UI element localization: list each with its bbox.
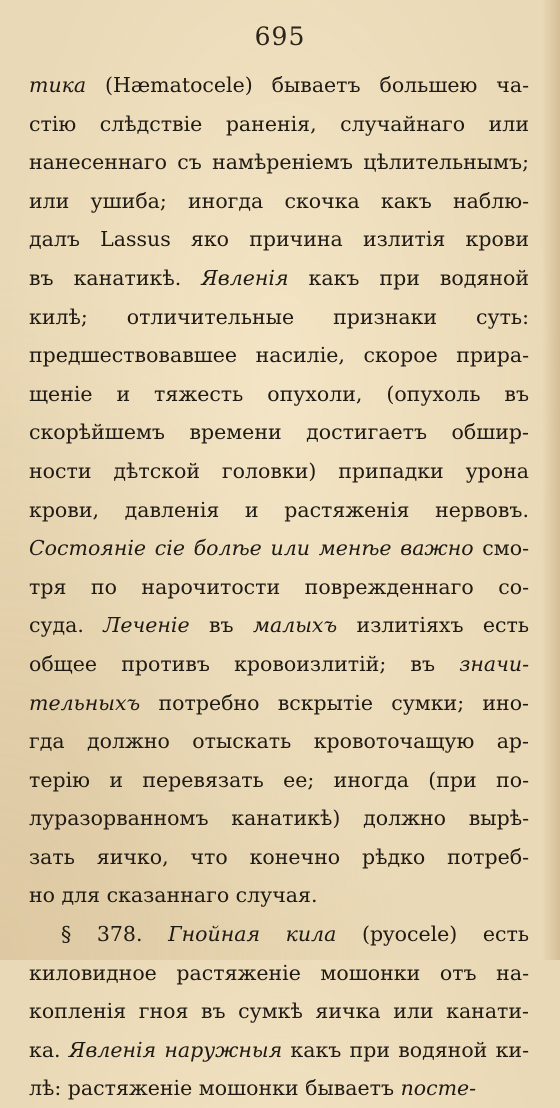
text-run: въ канатикѣ. [29, 265, 202, 290]
text-line [29, 529, 529, 568]
text-run: въ [189, 613, 253, 638]
text-run: излитіяхъ есть [337, 613, 529, 638]
text-run: зать яичко, что конечно рѣдко потреб- [29, 844, 529, 869]
text-run: но для сказаннаго случая. [29, 883, 318, 908]
text-run: киловидное растяженіе мошонки отъ на- [29, 960, 529, 985]
text-run: ка. [29, 1037, 69, 1062]
text-run: скорѣйшемъ времени достигаетъ обшир- [29, 420, 529, 445]
text-line [29, 182, 529, 221]
text-run: килѣ; отличительные признаки суть: [29, 304, 529, 329]
text-run: далъ Lassus яко причина излитія крови [29, 227, 529, 252]
italic-text: тика [29, 73, 87, 97]
text-run: какъ при водяной [288, 265, 529, 290]
page-number: 695 [254, 22, 306, 51]
text-line [29, 684, 529, 723]
text-run: ности дѣтской головки) припадки урона [29, 458, 529, 483]
text-line [29, 66, 529, 105]
italic-text: Леченіе [103, 613, 190, 638]
text-run: предшествовавшее насиліе, скорое прира- [29, 343, 529, 368]
text-line [29, 838, 529, 877]
italic-text: посте- [400, 1076, 477, 1101]
text-run: крови, давленія и растяженія нервовъ. [29, 497, 529, 522]
italic-text: малыхъ [252, 613, 338, 638]
italic-text: Состояніе сіе болѣе или менѣе важно [29, 536, 474, 561]
text-line [29, 452, 529, 491]
text-run: нанесеннаго съ намѣреніемъ цѣлительнымъ; [29, 150, 529, 175]
text-line [29, 1031, 529, 1070]
text-line [29, 413, 529, 452]
text-line [29, 568, 529, 607]
text-line [29, 336, 529, 375]
text-run: или ушиба; иногда скочка какъ наблю- [29, 188, 529, 213]
text-run: гда должно отыскать кровоточащую ар- [29, 729, 529, 754]
text-run: лѣ: растяженіе мошонки бываетъ [29, 1076, 401, 1101]
text-run: какъ при водяной ки- [282, 1037, 529, 1062]
body-text [29, 66, 529, 1108]
text-line [29, 761, 529, 800]
text-line [29, 220, 529, 259]
text-run: (Hæmatocele) бываетъ большею ча- [86, 73, 529, 97]
text-line [29, 143, 529, 182]
text-run: потребно вскрытіе сумки; ино- [140, 690, 529, 715]
text-line [29, 491, 529, 530]
italic-text: Явленія наружныя [68, 1037, 283, 1062]
text-run: щеніе и тяжесть опухоли, (опухоль въ [29, 381, 529, 406]
text-line [29, 915, 529, 954]
page-edge-shadow [542, 0, 560, 960]
text-line [29, 606, 529, 645]
italic-text: тельныхъ [29, 690, 141, 715]
italic-text: значи- [459, 651, 529, 676]
text-run: стію слѣдствіе раненія, случайнаго или [29, 111, 529, 136]
text-run: (pyocele) есть [336, 922, 529, 947]
text-run: смо- [473, 536, 529, 561]
italic-text: Явленія [201, 265, 289, 290]
text-run: тря по нарочитости поврежденнаго со- [29, 574, 529, 599]
text-run: § 378. [61, 922, 169, 947]
text-line [29, 876, 529, 915]
text-run: терію и перевязать ее; иногда (при по- [29, 767, 529, 792]
text-line [29, 799, 529, 838]
text-line [29, 992, 529, 1031]
text-run: луразорванномъ канатикѣ) должно вырѣ- [29, 806, 529, 831]
text-line [29, 105, 529, 144]
text-line [29, 954, 529, 993]
text-line [29, 375, 529, 414]
text-run: копленія гноя въ сумкѣ яичка или канати- [29, 999, 529, 1024]
text-line [29, 645, 529, 684]
text-line [29, 722, 529, 761]
text-line [29, 298, 529, 337]
text-run: общее противъ кровоизлитій; въ [29, 651, 460, 676]
text-run: суда. [29, 613, 104, 638]
text-line [29, 1069, 529, 1108]
italic-text: Гнойная кила [168, 922, 337, 947]
text-line [29, 259, 529, 298]
